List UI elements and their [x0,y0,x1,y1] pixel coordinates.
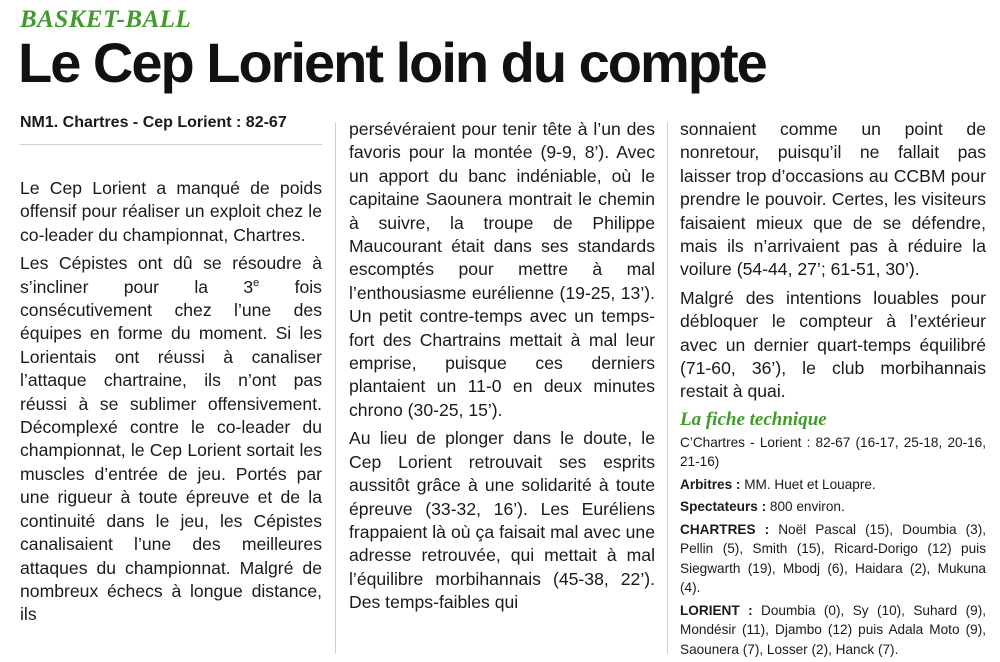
headline: Le Cep Lorient loin du compte [18,31,766,94]
paragraph: sonnaient comme un point de nonretour, puisqu’il ne fallait pas laisser trop d’occasions au CCBM pour prendre le pouvoir. Certes, les visiteurs faisaient mieux que de se défendre, mais ils n’arrivaient pas à réduire la voilure (54-44, 27’; 61-51, 30’). [680,119,986,280]
fiche-spectateurs [680,497,986,517]
fiche-value: MM. Huet et Louapre. [740,476,876,492]
fiche-label: LORIENT : [680,602,753,618]
fiche-value: Doumbia (0), Sy (10), Suhard (9), Mondésir (11), Djambo (12) puis Adala Moto (9), Saounera (7), Losser (2), Hanck (7). [680,602,987,657]
fiche-label: Arbitres : [680,476,741,492]
text-span: fois consécutivement chez l’une des équipes en forme du moment. Si les Lorientais ont réussi à canaliser l’attaque chartraine, ils n’ont pas réussi à se sublimer offensivement. Décomplexé contre le co-leader du championnat, le Cep Lorient sortait les muscles d’entrée de jeu. Portés par une rigueur à toute épreuve et de la continuité dans le jeu, les Cépistes canalisaient l’une des meilleures attaques du championnat. Malgré de nombreux échecs à longue distance, ils [20,276,322,625]
section-kicker: BASKET-BALL [20,6,192,33]
fiche-result: C’Chartres - Lorient : 82-67 (16-17, 25-18, 20-16, 21-16) [680,434,986,470]
paragraph: persévéraient pour tenir tête à l’un des favoris pour la montée (9-9, 8’). Avec un apport du banc indéniable, où le capitaine Saounera montrait le chemin à suivre, la troupe de Philippe Maucourant était dans ses standards escomptés pour mettre à mal l’enthousiasme eurélienne (19-25, 13’). Un petit contre-temps avec un temps-fort des Chartrains mettait à mal leur emprise, puisque ces derniers plantaient un 11-0 en deux minutes chrono (30-25, 15’). [349,119,655,420]
column-divider [335,122,336,654]
column-1 [20,112,322,662]
fiche-label: CHARTRES : [680,521,770,537]
column-2 [349,118,655,662]
paragraph: Au lieu de plonger dans le doute, le Cep Lorient retrouvait ses esprits aussitôt grâce à une solidarité à toute épreuve (33-32, 16’). Les Euréliens frappaient là où ça faisait mal avec une adresse retrouvée, qui mettait à mal l’équilibre morbihannais (45-38, 22’). Des temps-faibles qui [349,428,655,613]
paragraph: Malgré des intentions louables pour débloquer le compteur à l’extérieur avec un dernier quart-temps équilibré (71-60, 36’), le club morbihannais restait à quai. [680,287,986,402]
column-3 [680,118,986,662]
superscript: e [253,276,260,289]
fiche-label: Spectateurs : [680,499,767,515]
fiche-value: 800 environ. [766,499,845,515]
column-divider [667,122,668,654]
text-span: Les Cépistes ont dû se résoudre à s’incliner pour la 3 [20,253,322,297]
fiche-value: Noël Pascal (15), Doumbia (3), Pellin (5), Smith (15), Ricard-Dorigo (12) puis Siegwarth (19), Mbodj (6), Haidara (2), Mukuna (4). [680,521,986,596]
fiche-lorient [680,601,986,660]
fiche-title: La fiche technique [680,408,827,430]
fiche-arbitres [680,475,986,495]
paragraph [20,252,322,627]
fiche-chartres [680,520,986,598]
score-line: NM1. Chartres - Cep Lorient : 82-67 [20,112,322,145]
paragraph: Le Cep Lorient a manqué de poids offensif pour réaliser un exploit chez le co-leader du championnat, Chartres. [20,178,322,245]
